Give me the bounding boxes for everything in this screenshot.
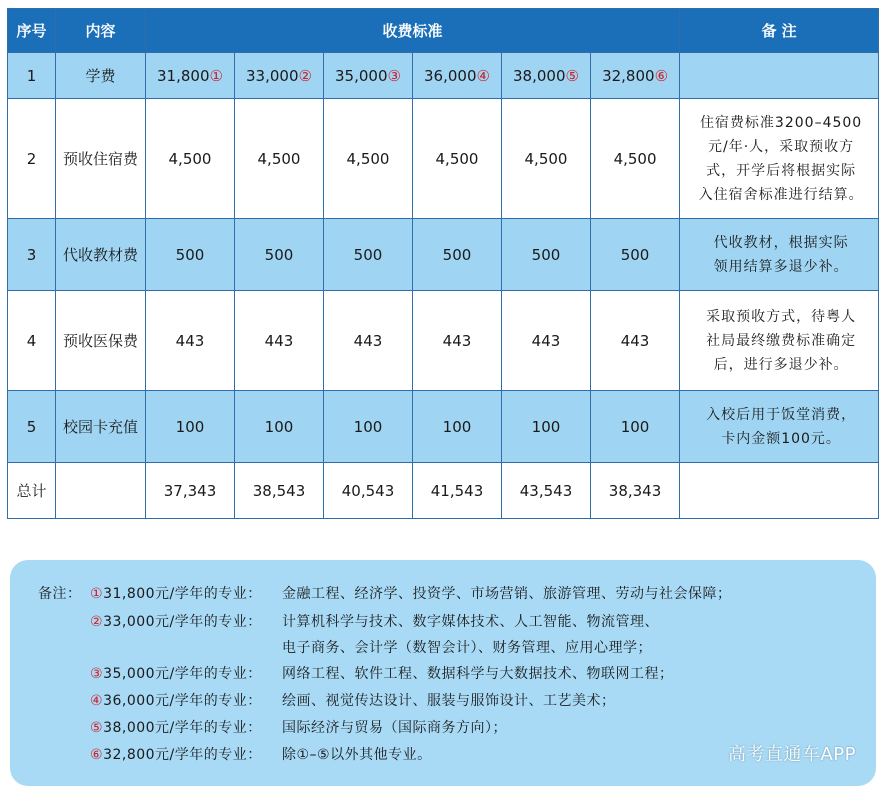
total-row	[8, 463, 879, 519]
remark-line: 后，进行多退少补。	[713, 356, 849, 373]
fee-cell: 36,000④	[413, 53, 502, 99]
table-row	[8, 219, 879, 291]
fee-cell: 500	[502, 219, 591, 291]
fee-cell: 443	[235, 291, 324, 391]
remark-line: 代收教材，根据实际	[713, 234, 849, 251]
row-item: 校园卡充值	[56, 391, 146, 463]
fee-cell: 100	[413, 391, 502, 463]
header-no: 序号	[8, 9, 56, 53]
notes-panel	[10, 560, 876, 786]
fee-cell: 32,800⑥	[591, 53, 680, 99]
fee-cell: 500	[324, 219, 413, 291]
row-no: 4	[8, 291, 56, 391]
circle-mark: ⑤	[90, 720, 104, 736]
total-cell: 37,343	[146, 463, 235, 519]
notes-label: 备注：	[38, 586, 82, 602]
row-no: 5	[8, 391, 56, 463]
circle-mark: ③	[90, 666, 104, 682]
total-cell: 43,543	[502, 463, 591, 519]
note-text: 绘画、视觉传达设计、服装与服饰设计、工艺美术；	[282, 693, 616, 709]
row-remark	[680, 291, 879, 391]
total-cell: 38,543	[235, 463, 324, 519]
note-text: 金融工程、经济学、投资学、市场营销、旅游管理、劳动与社会保障；	[282, 586, 732, 602]
circle-mark: ②	[90, 614, 104, 630]
fee-cell: 443	[502, 291, 591, 391]
row-item: 学费	[56, 53, 146, 99]
header-standard: 收费标准	[146, 9, 680, 53]
fee-cell: 31,800①	[146, 53, 235, 99]
remark-line: 住宿费标准3200–4500	[699, 114, 863, 131]
note-text: 除①–⑤以外其他专业。	[282, 747, 432, 763]
remark-line: 卡内金额100元。	[721, 430, 841, 447]
circle-mark: ⑥	[654, 66, 669, 85]
fee-cell: 443	[146, 291, 235, 391]
fee-cell: 4,500	[502, 99, 591, 219]
note-text: 网络工程、软件工程、数据科学与大数据技术、物联网工程；	[282, 666, 674, 682]
fee-cell: 100	[235, 391, 324, 463]
circle-mark: ④	[476, 66, 490, 85]
circle-mark: ①	[90, 586, 104, 602]
fee-cell: 500	[146, 219, 235, 291]
fee-cell: 100	[502, 391, 591, 463]
header-remark: 备 注	[680, 9, 879, 53]
fee-cell: 4,500	[413, 99, 502, 219]
remark-line: 领用结算多退少补。	[713, 258, 849, 275]
fee-cell: 38,000⑤	[502, 53, 591, 99]
circle-mark: ⑥	[90, 747, 104, 763]
total-label: 总计	[8, 463, 56, 519]
fee-cell: 4,500	[235, 99, 324, 219]
note-text: 电子商务、会计学（数智会计）、财务管理、应用心理学；	[282, 640, 652, 656]
row-remark	[680, 53, 879, 99]
remark-line: 社局最终缴费标准确定	[706, 332, 857, 349]
fee-cell: 443	[591, 291, 680, 391]
circle-mark: ①	[209, 66, 223, 85]
row-no: 2	[8, 99, 56, 219]
remark-line: 采取预收方式，待粤人	[706, 308, 857, 325]
total-remark	[680, 463, 879, 519]
total-cell: 41,543	[413, 463, 502, 519]
header-row	[8, 9, 879, 53]
note-price: ③35,000元/学年的专业：	[90, 666, 262, 682]
fee-cell: 4,500	[146, 99, 235, 219]
note-price: ⑥32,800元/学年的专业：	[90, 747, 262, 763]
total-cell: 38,343	[591, 463, 680, 519]
fee-cell: 4,500	[324, 99, 413, 219]
table-row	[8, 291, 879, 391]
note-price: ①31,800元/学年的专业：	[90, 586, 262, 602]
total-cell: 40,543	[324, 463, 413, 519]
row-remark	[680, 99, 879, 219]
fee-cell: 33,000②	[235, 53, 324, 99]
fee-cell: 100	[591, 391, 680, 463]
circle-mark: ④	[90, 693, 104, 709]
fee-cell: 100	[324, 391, 413, 463]
fee-cell: 500	[235, 219, 324, 291]
fee-cell: 443	[324, 291, 413, 391]
row-item: 预收医保费	[56, 291, 146, 391]
watermark: 高考直通车APP	[727, 744, 856, 765]
row-remark	[680, 219, 879, 291]
table-row	[8, 99, 879, 219]
note-price: ④36,000元/学年的专业：	[90, 693, 262, 709]
circle-mark: ③	[387, 66, 401, 85]
remark-line: 入住宿舍标准进行结算。	[698, 186, 864, 203]
fee-cell: 4,500	[591, 99, 680, 219]
row-remark	[680, 391, 879, 463]
note-text: 计算机科学与技术、数字媒体技术、人工智能、物流管理、	[282, 614, 659, 630]
fee-table	[7, 8, 879, 519]
remark-line: 入校后用于饭堂消费，	[706, 406, 857, 423]
fee-cell: 35,000③	[324, 53, 413, 99]
remark-line: 式，开学后将根据实际	[706, 162, 857, 179]
total-item	[56, 463, 146, 519]
row-no: 1	[8, 53, 56, 99]
fee-cell: 100	[146, 391, 235, 463]
circle-mark: ⑤	[565, 66, 579, 85]
fee-cell: 443	[413, 291, 502, 391]
header-item: 内容	[56, 9, 146, 53]
row-no: 3	[8, 219, 56, 291]
row-item: 预收住宿费	[56, 99, 146, 219]
remark-line: 元/年·人，采取预收方	[707, 138, 855, 155]
note-price: ②33,000元/学年的专业：	[90, 614, 262, 630]
note-text: 国际经济与贸易（国际商务方向）；	[282, 720, 507, 736]
circle-mark: ②	[298, 66, 312, 85]
table-row	[8, 391, 879, 463]
fee-cell: 500	[591, 219, 680, 291]
fee-cell: 500	[413, 219, 502, 291]
note-price: ⑤38,000元/学年的专业：	[90, 720, 262, 736]
table-row	[8, 53, 879, 99]
row-item: 代收教材费	[56, 219, 146, 291]
